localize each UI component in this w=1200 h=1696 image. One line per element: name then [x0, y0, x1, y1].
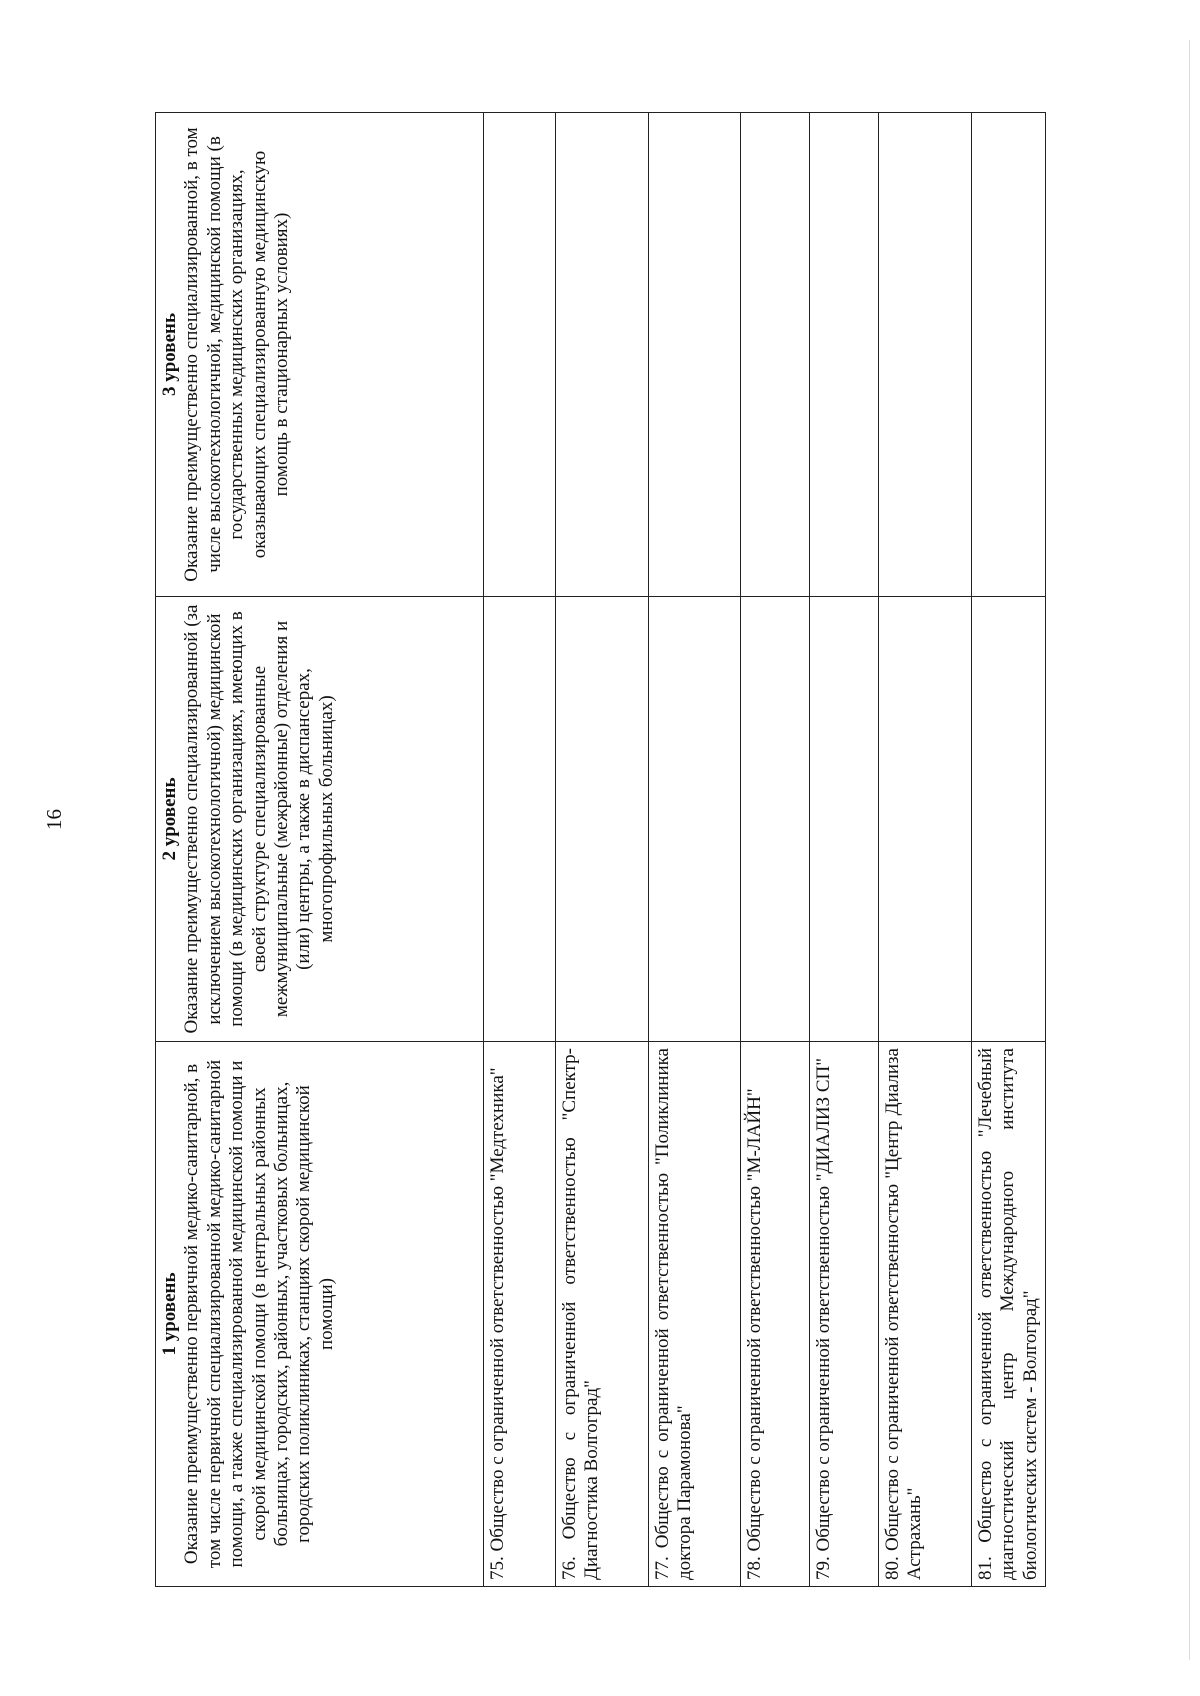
header-level-2-description: Оказание преимущественно специализированной (за исключением высокотехнологичной) медицинской помощи (в медицинских организациях, имеющих в своей структуре специализированные межмуниципальные (межрайонные) отделения и (или) центры, а также в диспансерах, многопрофильных больницах) — [181, 604, 337, 1034]
table-row — [972, 113, 1046, 1587]
level2-cell — [879, 597, 972, 1042]
table-row — [484, 113, 556, 1587]
header-level-2-title: 2 уровень — [159, 777, 180, 861]
level3-cell — [556, 113, 649, 597]
header-level-2 — [156, 597, 484, 1042]
level2-cell — [810, 597, 879, 1042]
org-cell: 80. Общество с ограниченной ответственностью "Центр Диализа Астрахань" — [879, 1042, 972, 1587]
level2-cell — [484, 597, 556, 1042]
level2-cell — [972, 597, 1046, 1042]
org-cell: 78. Общество с ограниченной ответственностью "М-ЛАЙН" — [741, 1042, 810, 1587]
table-row — [810, 113, 879, 1587]
level3-cell — [972, 113, 1046, 597]
header-level-3-description: Оказание преимущественно специализированной, в том числе высокотехнологичной, медицинской помощи (в государственных медицинских организациях, оказывающих специализированную медицинскую помощь в стационарных условиях) — [181, 127, 293, 582]
header-level-3-title: 3 уровень — [159, 312, 180, 397]
org-cell: 75. Общество с ограниченной ответственностью "Медтехника" — [484, 1042, 556, 1587]
level2-cell — [649, 597, 741, 1042]
table-header-row — [156, 113, 484, 1587]
table-row — [649, 113, 741, 1587]
org-cell: 79. Общество с ограниченной ответственностью "ДИАЛИЗ СП" — [810, 1042, 879, 1587]
table-row — [741, 113, 810, 1587]
level2-cell — [556, 597, 649, 1042]
level2-cell — [741, 597, 810, 1042]
page-number: 16 — [42, 809, 66, 830]
level3-cell — [879, 113, 972, 597]
table-row — [879, 113, 972, 1587]
org-cell: 81. Общество с ограниченной ответственностью "Лечебный диагностический центр Международного института биологических систем - Волгоград" — [972, 1042, 1046, 1587]
level3-cell — [649, 113, 741, 597]
scan-artifact-line — [1189, 40, 1190, 1660]
table-row — [556, 113, 649, 1587]
level3-cell — [484, 113, 556, 597]
org-cell: 77. Общество с ограниченной ответственностью "Поликлиника доктора Парамонова" — [649, 1042, 741, 1587]
header-level-3 — [156, 113, 484, 597]
medical-organizations-table — [155, 112, 1046, 1587]
org-cell: 76. Общество с ограниченной ответственностью "Спектр-Диагностика Волгоград" — [556, 1042, 649, 1587]
header-level-1-title: 1 уровень — [159, 1272, 180, 1356]
level3-cell — [741, 113, 810, 597]
header-level-1 — [156, 1042, 484, 1587]
header-level-1-description: Оказание преимущественно первичной медико-санитарной, в том числе первичной специализированной медико-санитарной помощи, а также специализированной медицинской помощи и скорой медицинской помощи (в центральных районных больницах, городских, районных, участковых больницах, городских поликлиниках, станциях скорой медицинской помощи) — [181, 1059, 337, 1569]
level3-cell — [810, 113, 879, 597]
rotated-table-container — [155, 113, 1044, 1587]
